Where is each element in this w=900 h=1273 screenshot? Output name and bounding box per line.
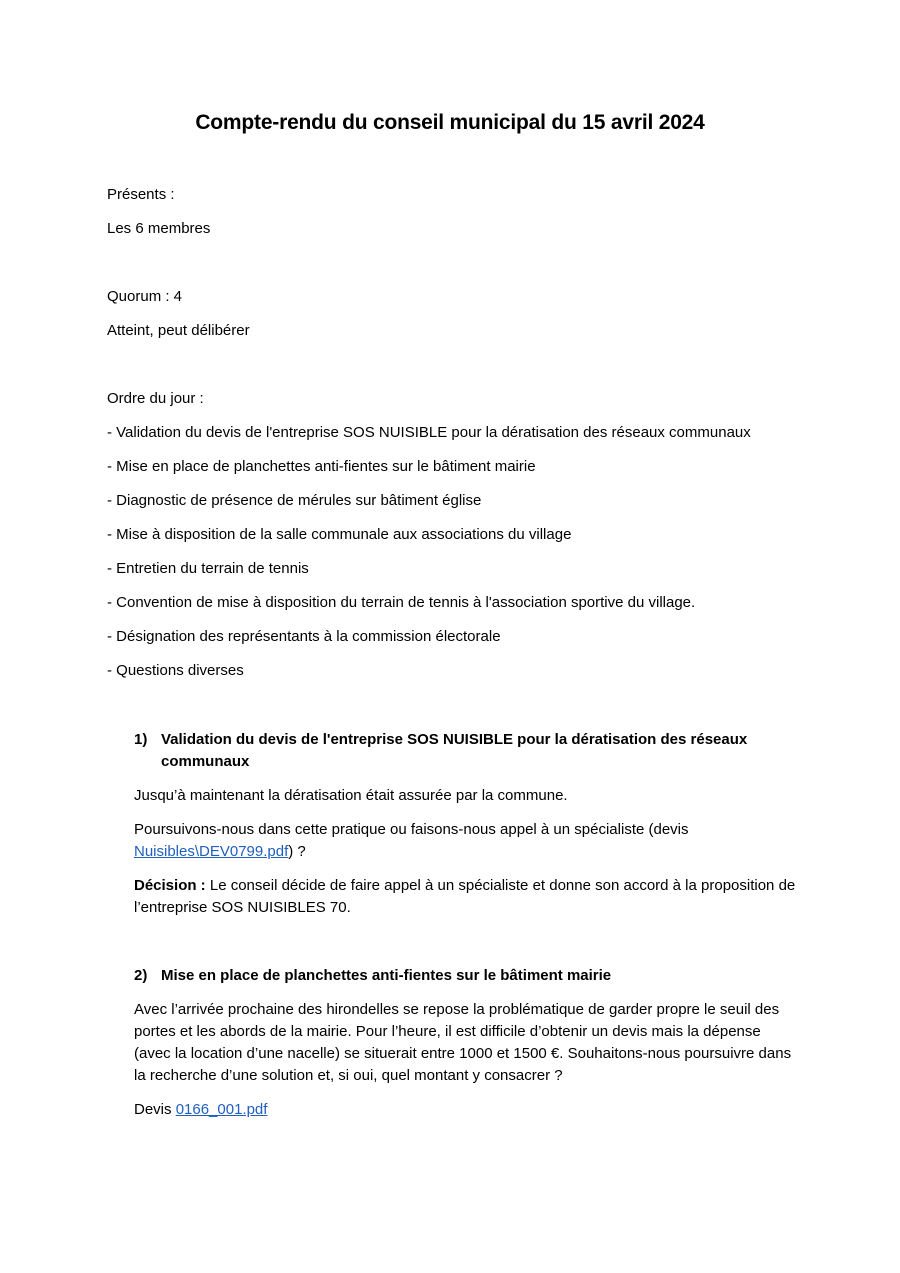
section-1-paragraph: Jusqu’à maintenant la dératisation était assurée par la commune. xyxy=(134,787,568,804)
section-1-decision xyxy=(134,875,799,919)
section-2-devis xyxy=(134,1099,799,1121)
agenda-label: Ordre du jour : xyxy=(107,390,204,407)
section-title: Validation du devis de l'entreprise SOS NUISIBLE pour la dératisation des réseaux communaux xyxy=(161,731,748,770)
section-1-heading xyxy=(134,729,774,773)
quorum-value: Atteint, peut délibérer xyxy=(107,322,250,339)
section-2-paragraph: Avec l’arrivée prochaine des hirondelles se repose la problématique de garder propre le seuil des portes et les abords de la mairie. Pour l’heure, il est difficile d’obtenir un devis mais la dépense (avec la location d’une nacelle) se situerait entre 1000 et 1500 €. Souhaitons-nous poursuivre dans la recherche d’une solution et, si oui, quel montant y consacrer ? xyxy=(134,1001,792,1084)
question-end: ) ? xyxy=(288,843,306,860)
agenda-item: - Diagnostic de présence de mérules sur bâtiment église xyxy=(107,492,482,509)
agenda-item: - Mise à disposition de la salle communale aux associations du village xyxy=(107,526,572,543)
agenda-item: - Entretien du terrain de tennis xyxy=(107,560,309,577)
decision-text: Le conseil décide de faire appel à un spécialiste et donne son accord à la proposition de l’entreprise SOS NUISIBLES 70. xyxy=(134,877,796,916)
decision-label: Décision : xyxy=(134,877,206,894)
agenda-item: - Désignation des représentants à la commission électorale xyxy=(107,628,501,645)
agenda-item: - Questions diverses xyxy=(107,662,244,679)
agenda-item: - Validation du devis de l'entreprise SOS NUISIBLE pour la dératisation des réseaux communaux xyxy=(107,424,751,441)
presents-label: Présents : xyxy=(107,186,175,203)
section-2-heading xyxy=(134,965,774,987)
agenda-item: - Mise en place de planchettes anti-fientes sur le bâtiment mairie xyxy=(107,458,536,475)
presents-value: Les 6 membres xyxy=(107,220,211,237)
section-1-question xyxy=(134,819,799,863)
section-number: 1) xyxy=(134,731,148,748)
section-title: Mise en place de planchettes anti-fientes sur le bâtiment mairie xyxy=(161,967,612,984)
page-title: Compte-rendu du conseil municipal du 15 avril 2024 xyxy=(195,111,705,134)
devis-link-0166[interactable]: 0166_001.pdf xyxy=(175,1101,268,1118)
devis-label: Devis xyxy=(134,1101,176,1118)
quorum-label: Quorum : 4 xyxy=(107,288,183,305)
agenda-item: - Convention de mise à disposition du terrain de tennis à l'association sportive du village. xyxy=(107,594,696,611)
devis-link-dev0799[interactable]: Nuisibles\DEV0799.pdf xyxy=(134,843,289,860)
question-text: Poursuivons-nous dans cette pratique ou faisons-nous appel à un spécialiste (devis xyxy=(134,821,689,838)
section-number: 2) xyxy=(134,967,148,984)
